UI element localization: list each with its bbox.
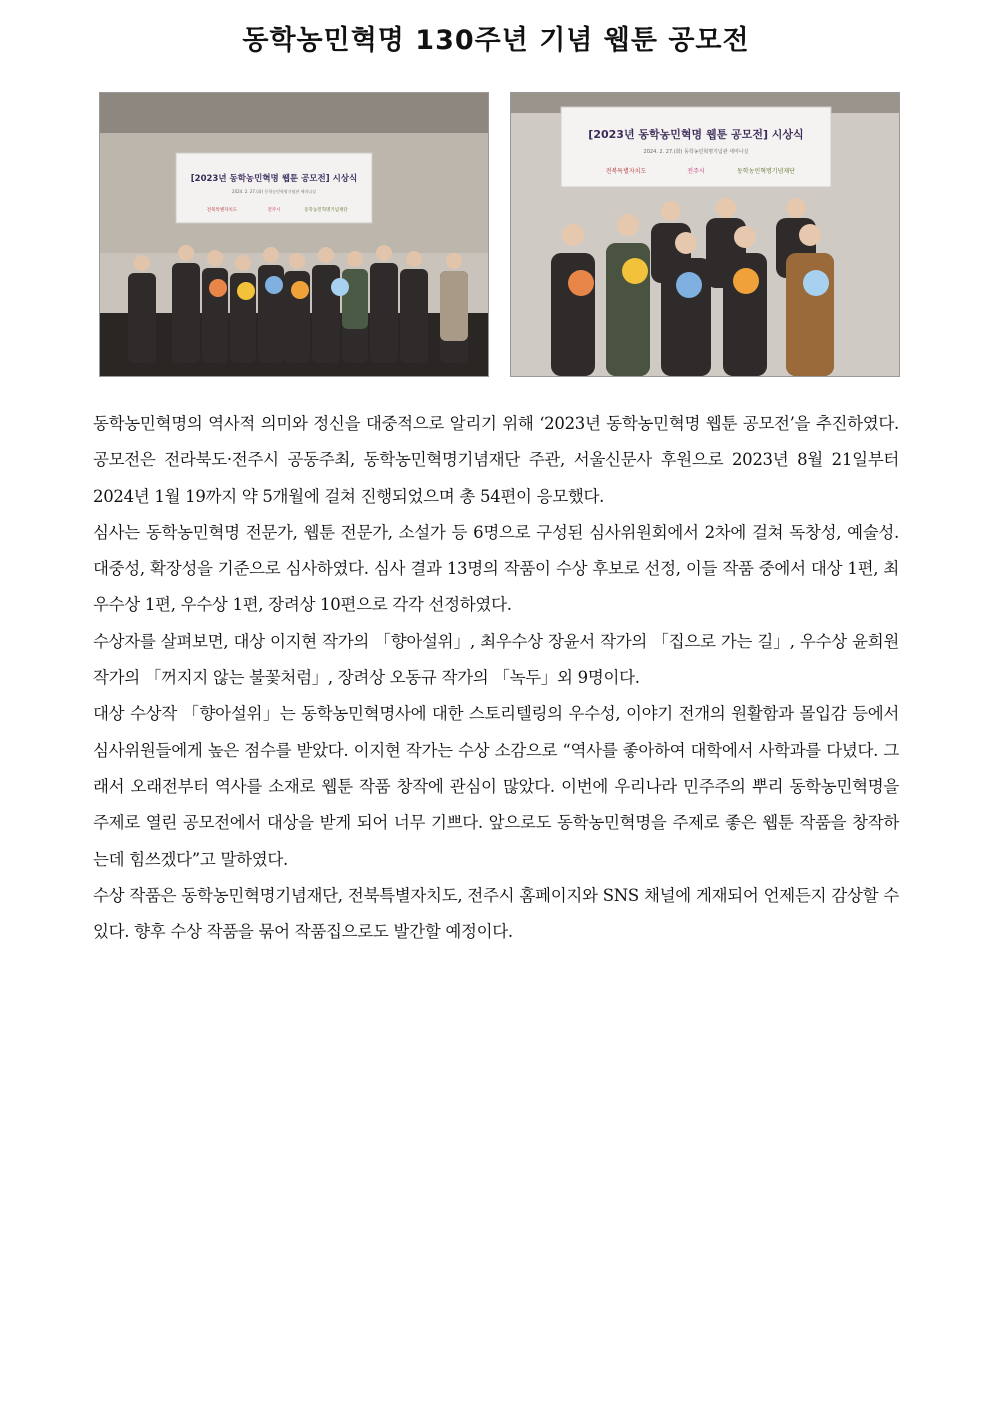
logo-foundation: 동학농민혁명기념재단	[304, 208, 348, 213]
logo-jeonbuk: 전북특별자치도	[206, 208, 238, 213]
logo-jeonju: 전주시	[267, 208, 281, 213]
screen-title: [2023년 동학농민혁명 웹툰 공모전] 시상식	[190, 174, 358, 184]
logo-foundation: 동학농민혁명기념재단	[737, 168, 795, 175]
logo-jeonju: 전주시	[687, 168, 705, 175]
award-ceremony-photo-1	[99, 92, 489, 377]
paragraph-grand-prize: 대상 수상작 「향아설위」는 동학농민혁명사에 대한 스토리텔링의 우수성, 이야기 전개의 원활함과 몰입감 등에서 심사위원들에게 높은 점수를 받았다. 이지현 작가는 수상 소감으로 “역사를 좋아하여 대학에서 사학과를 다녔다. 그래서 오래전부터 역사를 소재로 웹툰 작품 창작에 관심이 많았다. 이번에 우리나라 민주주의 뿌리 동학농민혁명을 주제로 열린 공모전에서 대상을 받게 되어 너무 기쁘다. 앞으로도 동학농민혁명을 주제로 좋은 웹툰 작품을 창작하는데 힘쓰겠다”고 말하였다.	[93, 704, 899, 869]
paragraph-intro: 동학농민혁명의 역사적 의미와 정신을 대중적으로 알리기 위해 ‘2023년 동학농민혁명 웹툰 공모전’을 추진하였다. 공모전은 전라북도·전주시 공동주최, 동학농민혁명기념재단 주관, 서울신문사 후원으로 2023년 8월 21일부터 2024년 1월 19까지 약 5개월에 걸쳐 진행되었으며 총 54편이 응모했다.	[93, 414, 899, 506]
page-title: 동학농민혁명 130주년 기념 웹툰 공모전	[242, 25, 750, 56]
screen-subtitle: 2024. 2. 27.(화) 동학농민혁명기념관 세미나실	[232, 189, 316, 194]
logo-jeonbuk: 전북특별자치도	[605, 168, 647, 175]
award-ceremony-photo-2	[510, 92, 900, 377]
screen-subtitle: 2024. 2. 27.(화) 동학농민혁명기념관 세미나실	[643, 149, 749, 155]
paragraph-publication: 수상 작품은 동학농민혁명기념재단, 전북특별자치도, 전주시 홈페이지와 SNS 채널에 게재되어 언제든지 감상할 수 있다. 향후 수상 작품을 묶어 작품집으로도 발간할 예정이다.	[93, 885, 899, 942]
paragraph-judging: 심사는 동학농민혁명 전문가, 웹툰 전문가, 소설가 등 6명으로 구성된 심사위원회에서 2차에 걸쳐 독창성, 예술성. 대중성, 확장성을 기준으로 심사하였다. 심사 결과 13명의 작품이 수상 후보로 선정, 이들 작품 중에서 대상 1편, 최우수상 1편, 우수상 1편, 장려상 10편으로 각각 선정하였다.	[93, 522, 899, 615]
screen-title: [2023년 동학농민혁명 웹툰 공모전] 시상식	[588, 128, 804, 141]
paragraph-winners: 수상자를 살펴보면, 대상 이지현 작가의 「향아설위」, 최우수상 장윤서 작가의 「집으로 가는 길」, 우수상 윤희원 작가의 「꺼지지 않는 불꽃처럼」, 장려상 오동규 작가의 「녹두」외 9명이다.	[93, 631, 899, 688]
article-body	[93, 406, 899, 950]
